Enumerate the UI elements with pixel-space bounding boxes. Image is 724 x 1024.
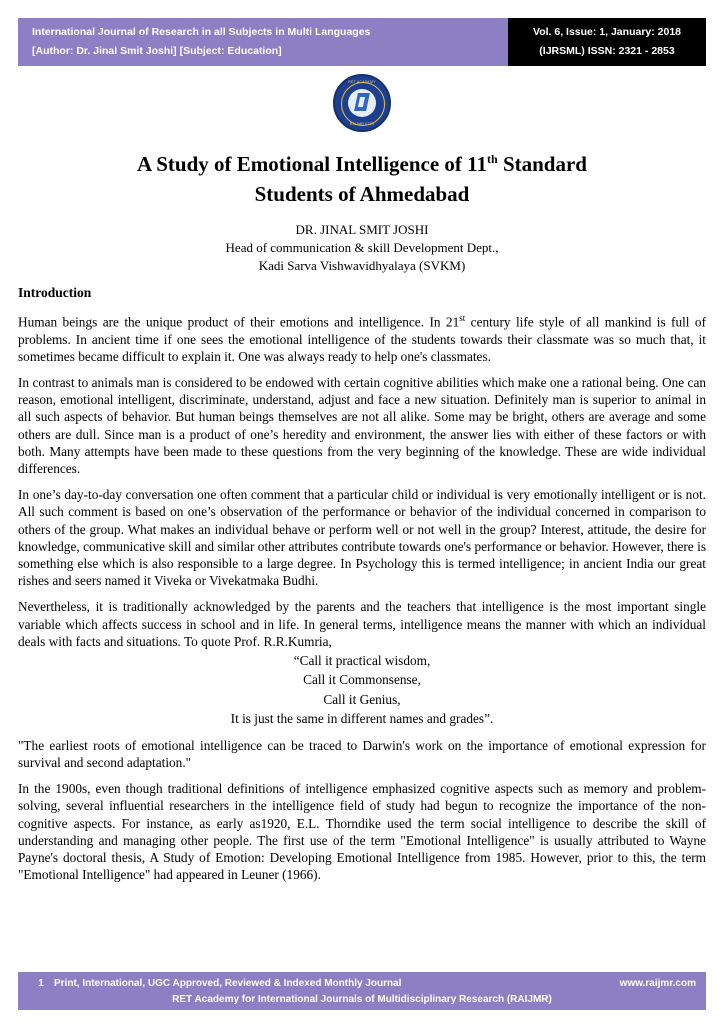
author-name: DR. JINAL SMIT JOSHI (295, 222, 429, 237)
footer-academy: RET Academy for International Journals of Multidisciplinary Research (RAIJMR) (172, 994, 552, 1005)
page-footer (18, 972, 706, 1010)
title-line1-before: A Study of Emotional Intelligence of 11 (137, 152, 488, 176)
header-journal-block (18, 18, 508, 66)
paragraph-4: Nevertheless, it is traditionally acknowledged by the parents and the teachers that intelligence is the most important single variable which affects success in school and in life. In general terms, intelligence means the manner with which an individual deals with facts and situations. To quote Prof. R.R.Kumria, (18, 599, 706, 649)
title-line1-after: Standard (497, 152, 587, 176)
paragraph-3: In one’s day-to-day conversation one often comment that a particular child or individual is very emotionally intelligent or is not. All such comment is based on one’s observation of the performance or behavior of the individual concerned in comparison to others of the group. What makes an individual behave or perform well or not well in the group? Interest, attitude, the desire for knowledge, communicative skill and similar other attributes contribute towards one's performance or behavior. However, there is something else which is also responsible to a large degree. In Psychology this is termed intelligence; in ancient India our great rishes and seers named it Viveka or Vivekatmaka Budhi. (18, 487, 706, 589)
author-subject: [Author: Dr. Jinal Smit Joshi] [Subject: Education] (32, 45, 282, 57)
header-issue-block (508, 18, 706, 66)
page-title (58, 144, 666, 209)
page-header (18, 18, 706, 66)
p1-part1: Human beings are the unique product of their emotions and intelligence. In 21 (18, 314, 460, 330)
footer-note: Print, International, UGC Approved, Reviewed & Indexed Monthly Journal (54, 978, 402, 989)
journal-name: International Journal of Research in all Subjects in Multi Languages (32, 26, 371, 38)
logo-top-text: RET ACADEMY (348, 80, 376, 84)
footer-row-top (28, 976, 696, 992)
logo-bottom-text: RAIJMR ETRI (349, 122, 375, 126)
volume-issue: Vol. 6, Issue: 1, January: 2018 (532, 26, 682, 38)
page-number: 1 (38, 978, 44, 989)
quote-line-3: Call it Genius, (323, 691, 401, 707)
footer-website-link[interactable]: www.raijmr.com (619, 978, 696, 989)
issn: (IJRSML) ISSN: 2321 - 2853 (539, 45, 675, 57)
paragraph-1 (18, 310, 706, 365)
p1-part2: century life style of all mankind is full of problems. In ancient time if one sees the emotional intelligence of the students towards their classmate was so much that, it sometimes became difficult to explain it. One was always ready to help one's classmates. (18, 314, 706, 364)
author-institution: Kadi Sarva Vishwavidhyalaya (SVKM) (258, 258, 466, 273)
quote-line-4: It is just the same in different names and grades”. (230, 711, 494, 727)
logo-container (18, 74, 706, 132)
byline (18, 221, 706, 275)
paragraph-6: In the 1900s, even though traditional definitions of intelligence emphasized cognitive aspects such as memory and problem-solving, several influential researchers in the intelligence field of study had begun to recognize the importance of the non-cognitive aspects. For instance, as early as1920, E.L. Thorndike used the term social intelligence to describe the skill of understanding and managing other people. The first use of the term "Emotional Intelligence" is usually attributed to Wayne Payne's doctoral thesis, A Study of Emotion: Developing Emotional Intelligence from 1985. However, prior to this, the term "Emotional Intelligence" had appeared in Leuner (1966). (18, 781, 706, 883)
quote-line-2: Call it Commonsense, (303, 672, 421, 688)
title-line2: Students of Ahmedabad (254, 182, 470, 206)
paragraph-2: In contrast to animals man is considered to be endowed with certain cognitive abilities which make one a rational being. One can reason, emotional intelligent, discriminate, understand, adjust and face a new situation. Definitely man is superior to animal in all such aspects of behavior. But human beings themselves are not all alike. Some may be bright, others are average and some others are dull. Since man is a product of one’s heredity and environment, the answer lies with either of these factors or with both. Many attempts have been made to these questions from the very beginning of the knowledge. These are wide individual differences. (18, 375, 706, 477)
quote-line-1: “Call it practical wisdom, (293, 653, 431, 669)
journal-logo-icon (333, 74, 391, 132)
author-designation: Head of communication & skill Development Dept., (225, 240, 499, 255)
title-superscript: th (487, 152, 498, 166)
paragraph-5: "The earliest roots of emotional intelligence can be traced to Darwin's work on the importance of emotional expression for survival and second adaptation." (18, 737, 706, 770)
p1-superscript: st (459, 313, 466, 323)
section-heading-introduction: Introduction (18, 285, 92, 300)
